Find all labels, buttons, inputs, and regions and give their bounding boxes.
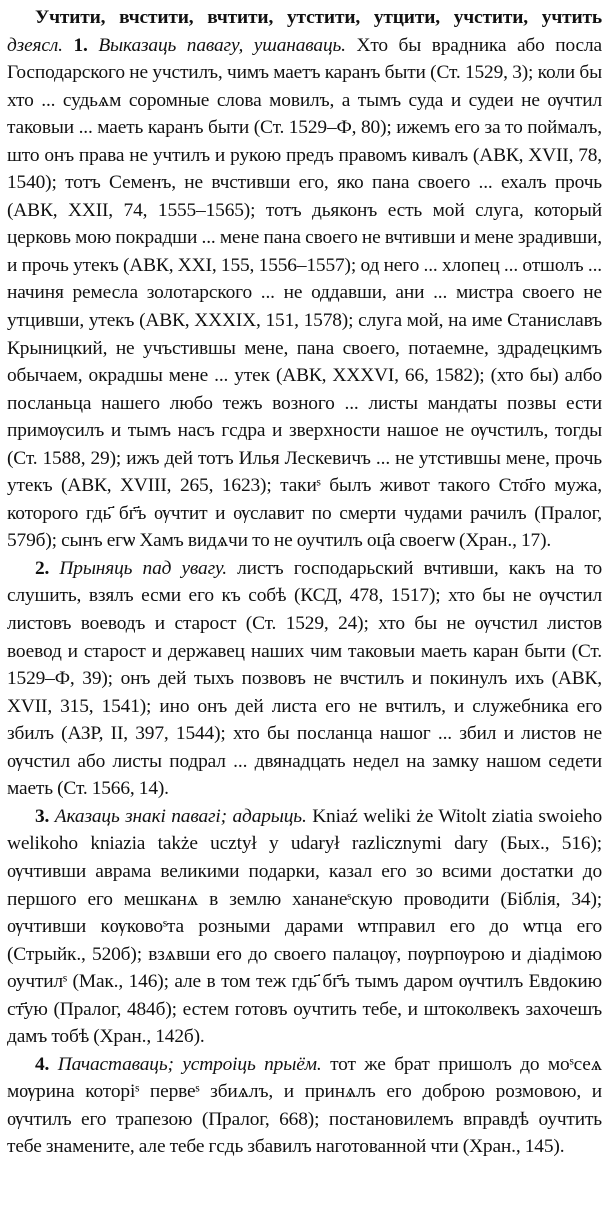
headword: Учтити, вчстити, вчтити, утстити, утцити, учстити, учтить bbox=[35, 7, 602, 28]
sense-definition: Выказаць павагу, ушанаваць. bbox=[98, 34, 346, 56]
entry-sense-3 bbox=[7, 803, 602, 1051]
sense-number: 1. bbox=[73, 34, 88, 56]
sense-citations: листъ господарьский вчтивши, какъ на то слушить, взялъ есми его къ собѣ (КСД, 478, 1517); хто бы не ѹчстил листовъ воеводъ и старост (Ст. 1529, 24); хто бы не ѹчстил листов воевод и старост и державец наших чим таковыи маеть каран быти (Ст. 1529–Ф, 39); онъ дей тыхъ позвовъ не вчстилъ и покинулъ ихъ (АВК, XVII, 315, 1541); ино онъ дей листа его не вчтилъ, и служебника его збилъ (АЗР, II, 397, 1544); хто бы посланца нашог ... збил и листов не ѹчстил або листы подрал ... двянадцать недел на замку нашом седети маеть (Ст. 1566, 14). bbox=[7, 557, 602, 800]
sense-number: 4. bbox=[35, 1053, 50, 1075]
entry-sense-2 bbox=[7, 555, 602, 803]
sense-citations: тот же брат пришолъ до моˢсеѧ мѹрина которiˢ первеˢ збиѧлъ, и принѧлъ его доброю розмовою, и ѹчтилъ его трапезою (Пралог, 668); постановилемъ вправдѣ оучтить тебе знамените, але тебе гсдь збавилъ наготованной чти (Хран., 145). bbox=[7, 1053, 603, 1158]
entry-sense-1 bbox=[7, 4, 602, 555]
sense-citations: Хто бы врадника або посла Господарского не учстилъ, чимъ маетъ каранъ быти (Ст. 1529, 3); коли бы хто ... судьѧм соромные слова мовилъ, а тымъ суда и судеи не ѹчтил таковыи ... маеть каранъ быти (Ст. 1529–Ф, 80); ижемъ его за то поймалъ, што онъ права не учтилъ и рукою предъ правомъ кивалъ (АВК, XVII, 78, 1540); тотъ Семенъ, не вчстивши его, яко пана своего ... ехалъ прочь (АВК, XXII, 74, 1555–1565); тотъ дьяконъ есть мой слуга, который церковь мою покрадши ... мене пана своего не вчтивши и мене зрадивши, и прочь утекъ (АВК, XXI, 155, 1556–1557); од него ... хлопец ... отшолъ ... начиня ремесла золотарского ... не оддавши, ани ... мистра своего не утцивши, утекъ (АВК, XXXIX, 151, 1578); слуга мой, на име Станиславъ Крыницкий, не учъстившы мене, пана своего, потаемне, здрадецкимъ обычаем, окрадшы мене ... утек (АВК, XXXVI, 66, 1582); (хто бы) албо посланьца нашего любо тежъ возного ... листы мандаты позвы ести примѹсилъ и тымъ насъ гсдра и зверхности нашое не ѹчстилъ, тогды (Ст. 1588, 29); ижъ дей тотъ Илья Лескевичъ ... не утстившы мене, прочь утекъ (АВК, XVIII, 265, 1623); такиˢ былъ живот такого Сто҃го мужа, которого гдь҃ бг҃ъ ѹчтит и ѹславит по смерти чудами рачилъ (Пралог, 579б); сынъ егѡ Хамъ видѧчи то не оучтилъ оц҃а своегѡ (Хран., 17). bbox=[7, 34, 602, 552]
grammar-label: дзеясл. bbox=[7, 34, 63, 56]
sense-definition: Пачаставаць; устроіць прыём. bbox=[57, 1053, 322, 1075]
sense-definition: Аказаць знакі павагі; адарыць. bbox=[54, 805, 307, 827]
sense-number: 2. bbox=[35, 557, 50, 579]
sense-definition: Прыняць пад увагу. bbox=[59, 557, 227, 579]
sense-number: 3. bbox=[35, 805, 50, 827]
entry-sense-4 bbox=[7, 1051, 602, 1161]
sense-citations: Kniaź weliki że Witolt ziatia swoieho welikoho kniazia także ucztył y udarył razlicznymi dary (Бых., 516); ѹчтивши аврама великими подарки, казал его зо всими достатки до першого его мешканѧ в землю хананеˢскую проводити (Біблія, 34); ѹчтивши кѹковоˢта розными дарами ѡтправил его до ѡтца его (Стрыйк., 520б); взѧвши его до своего палацѹ, пѹрпѹрою и діадімою оучтилˢ (Мак., 146); але в том теж гдь҃ бг҃ъ тымъ даром ѹчтилъ Евдокию ст҃ую (Пралог, 484б); естем готовъ оучтить тебе, и штоколвекъ захочешъ дамъ тобѣ (Хран., 142б). bbox=[7, 805, 602, 1048]
